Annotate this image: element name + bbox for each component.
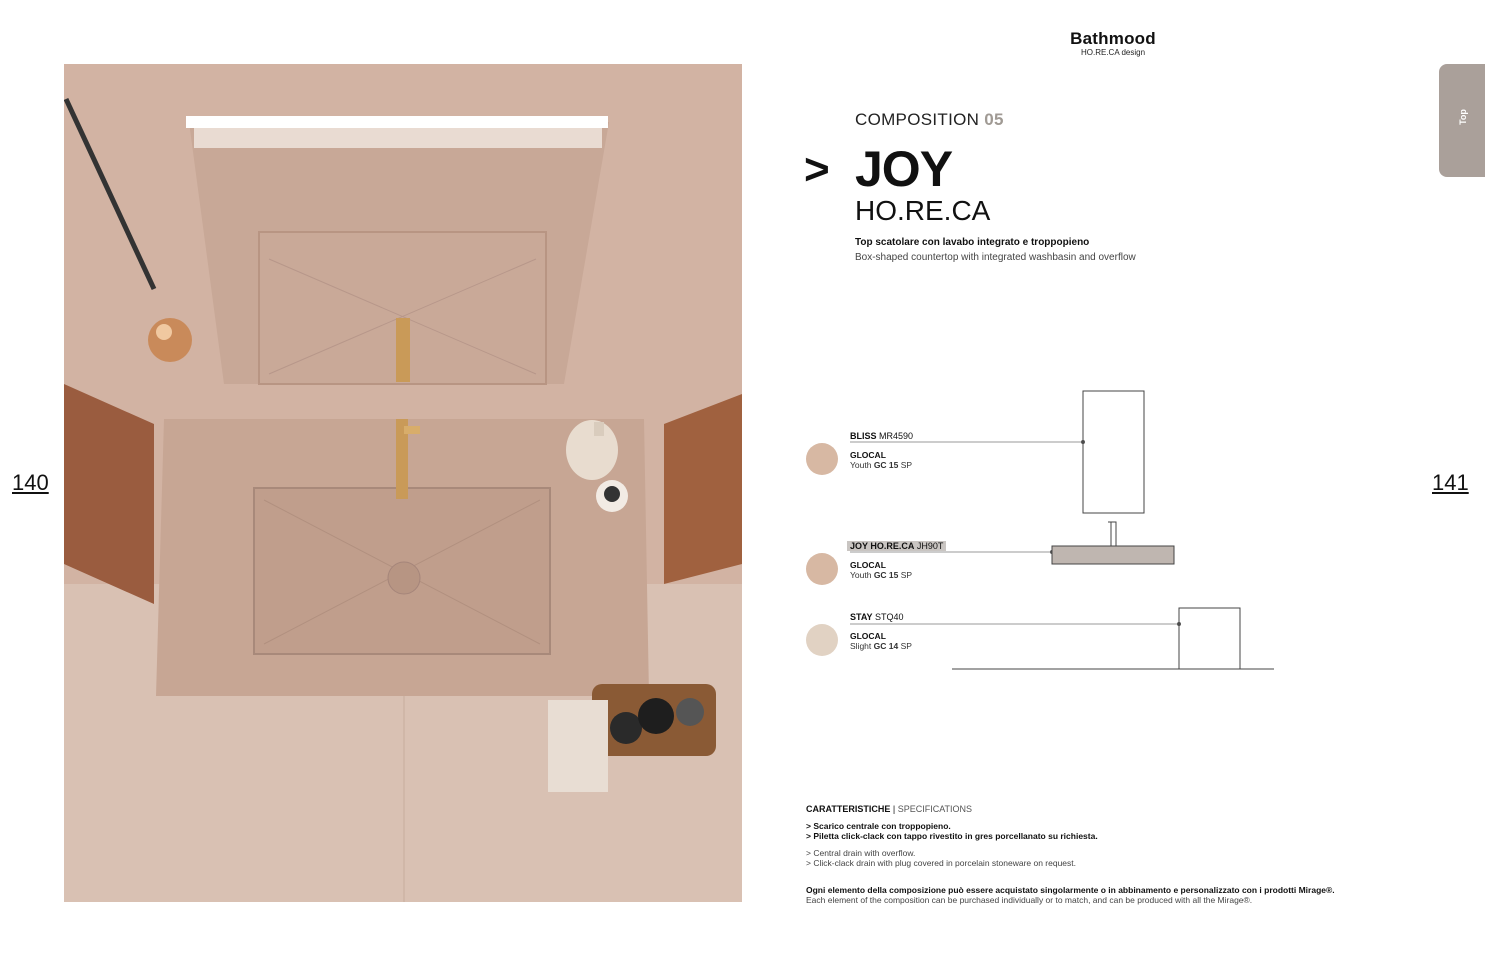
description-english: Box-shaped countertop with integrated washbasin and overflow [855, 252, 1136, 263]
spec-line-it: > Scarico centrale con troppopieno. [806, 821, 951, 831]
tap-outline [1111, 522, 1116, 546]
item-code: JH90T [916, 541, 944, 551]
section-tab-label: Top [1457, 109, 1468, 125]
item-name: JOY HO.RE.CA [850, 541, 915, 551]
countertop-outline [1052, 546, 1174, 564]
material-name: GLOCAL [850, 560, 886, 570]
material-name: GLOCAL [850, 450, 886, 460]
composition-text: COMPOSITION [855, 110, 980, 129]
brand-subtitle: HO.RE.CA design [1080, 48, 1146, 57]
stool-outline [1179, 608, 1240, 669]
note-english: Each element of the composition can be purchased individually or to match, and can be produced with all the Mirage®. [806, 895, 1253, 905]
description-italian: Top scatolare con lavabo integrato e troppopieno [855, 237, 1090, 248]
product-title: JOY [855, 141, 953, 197]
arrow-icon: > [804, 145, 830, 194]
spec-line-it: > Piletta click-clack con tappo rivestito in gres porcellanato su richiesta. [806, 831, 1098, 841]
item-code: MR4590 [879, 431, 914, 441]
material-finish: Youth GC 15 SP [850, 460, 913, 470]
page-number-right: 141 [1432, 470, 1469, 495]
brand-name: Bathmood [1070, 29, 1156, 48]
material-name: GLOCAL [850, 631, 886, 641]
spec-line-en: > Central drain with overflow. [806, 848, 916, 858]
item-code: STQ40 [875, 612, 904, 622]
spec-line-en: > Click-clack drain with plug covered in porcelain stoneware on request. [806, 858, 1077, 868]
item-name: STAY [850, 612, 873, 622]
mirror-outline [1083, 391, 1144, 513]
specifications-heading: CARATTERISTICHE | SPECIFICATIONS [806, 804, 973, 814]
page-number-left: 140 [12, 470, 49, 495]
composition-number: 05 [984, 110, 1004, 129]
note-italian: Ogni elemento della composizione può essere acquistato singolarmente o in abbinamento e personalizzato con i prodotti Mirage®. [806, 885, 1335, 895]
material-finish: Youth GC 15 SP [850, 570, 913, 580]
material-finish: Slight GC 14 SP [850, 641, 912, 651]
item-name: BLISS [850, 431, 877, 441]
product-subtitle: HO.RE.CA [855, 195, 991, 226]
